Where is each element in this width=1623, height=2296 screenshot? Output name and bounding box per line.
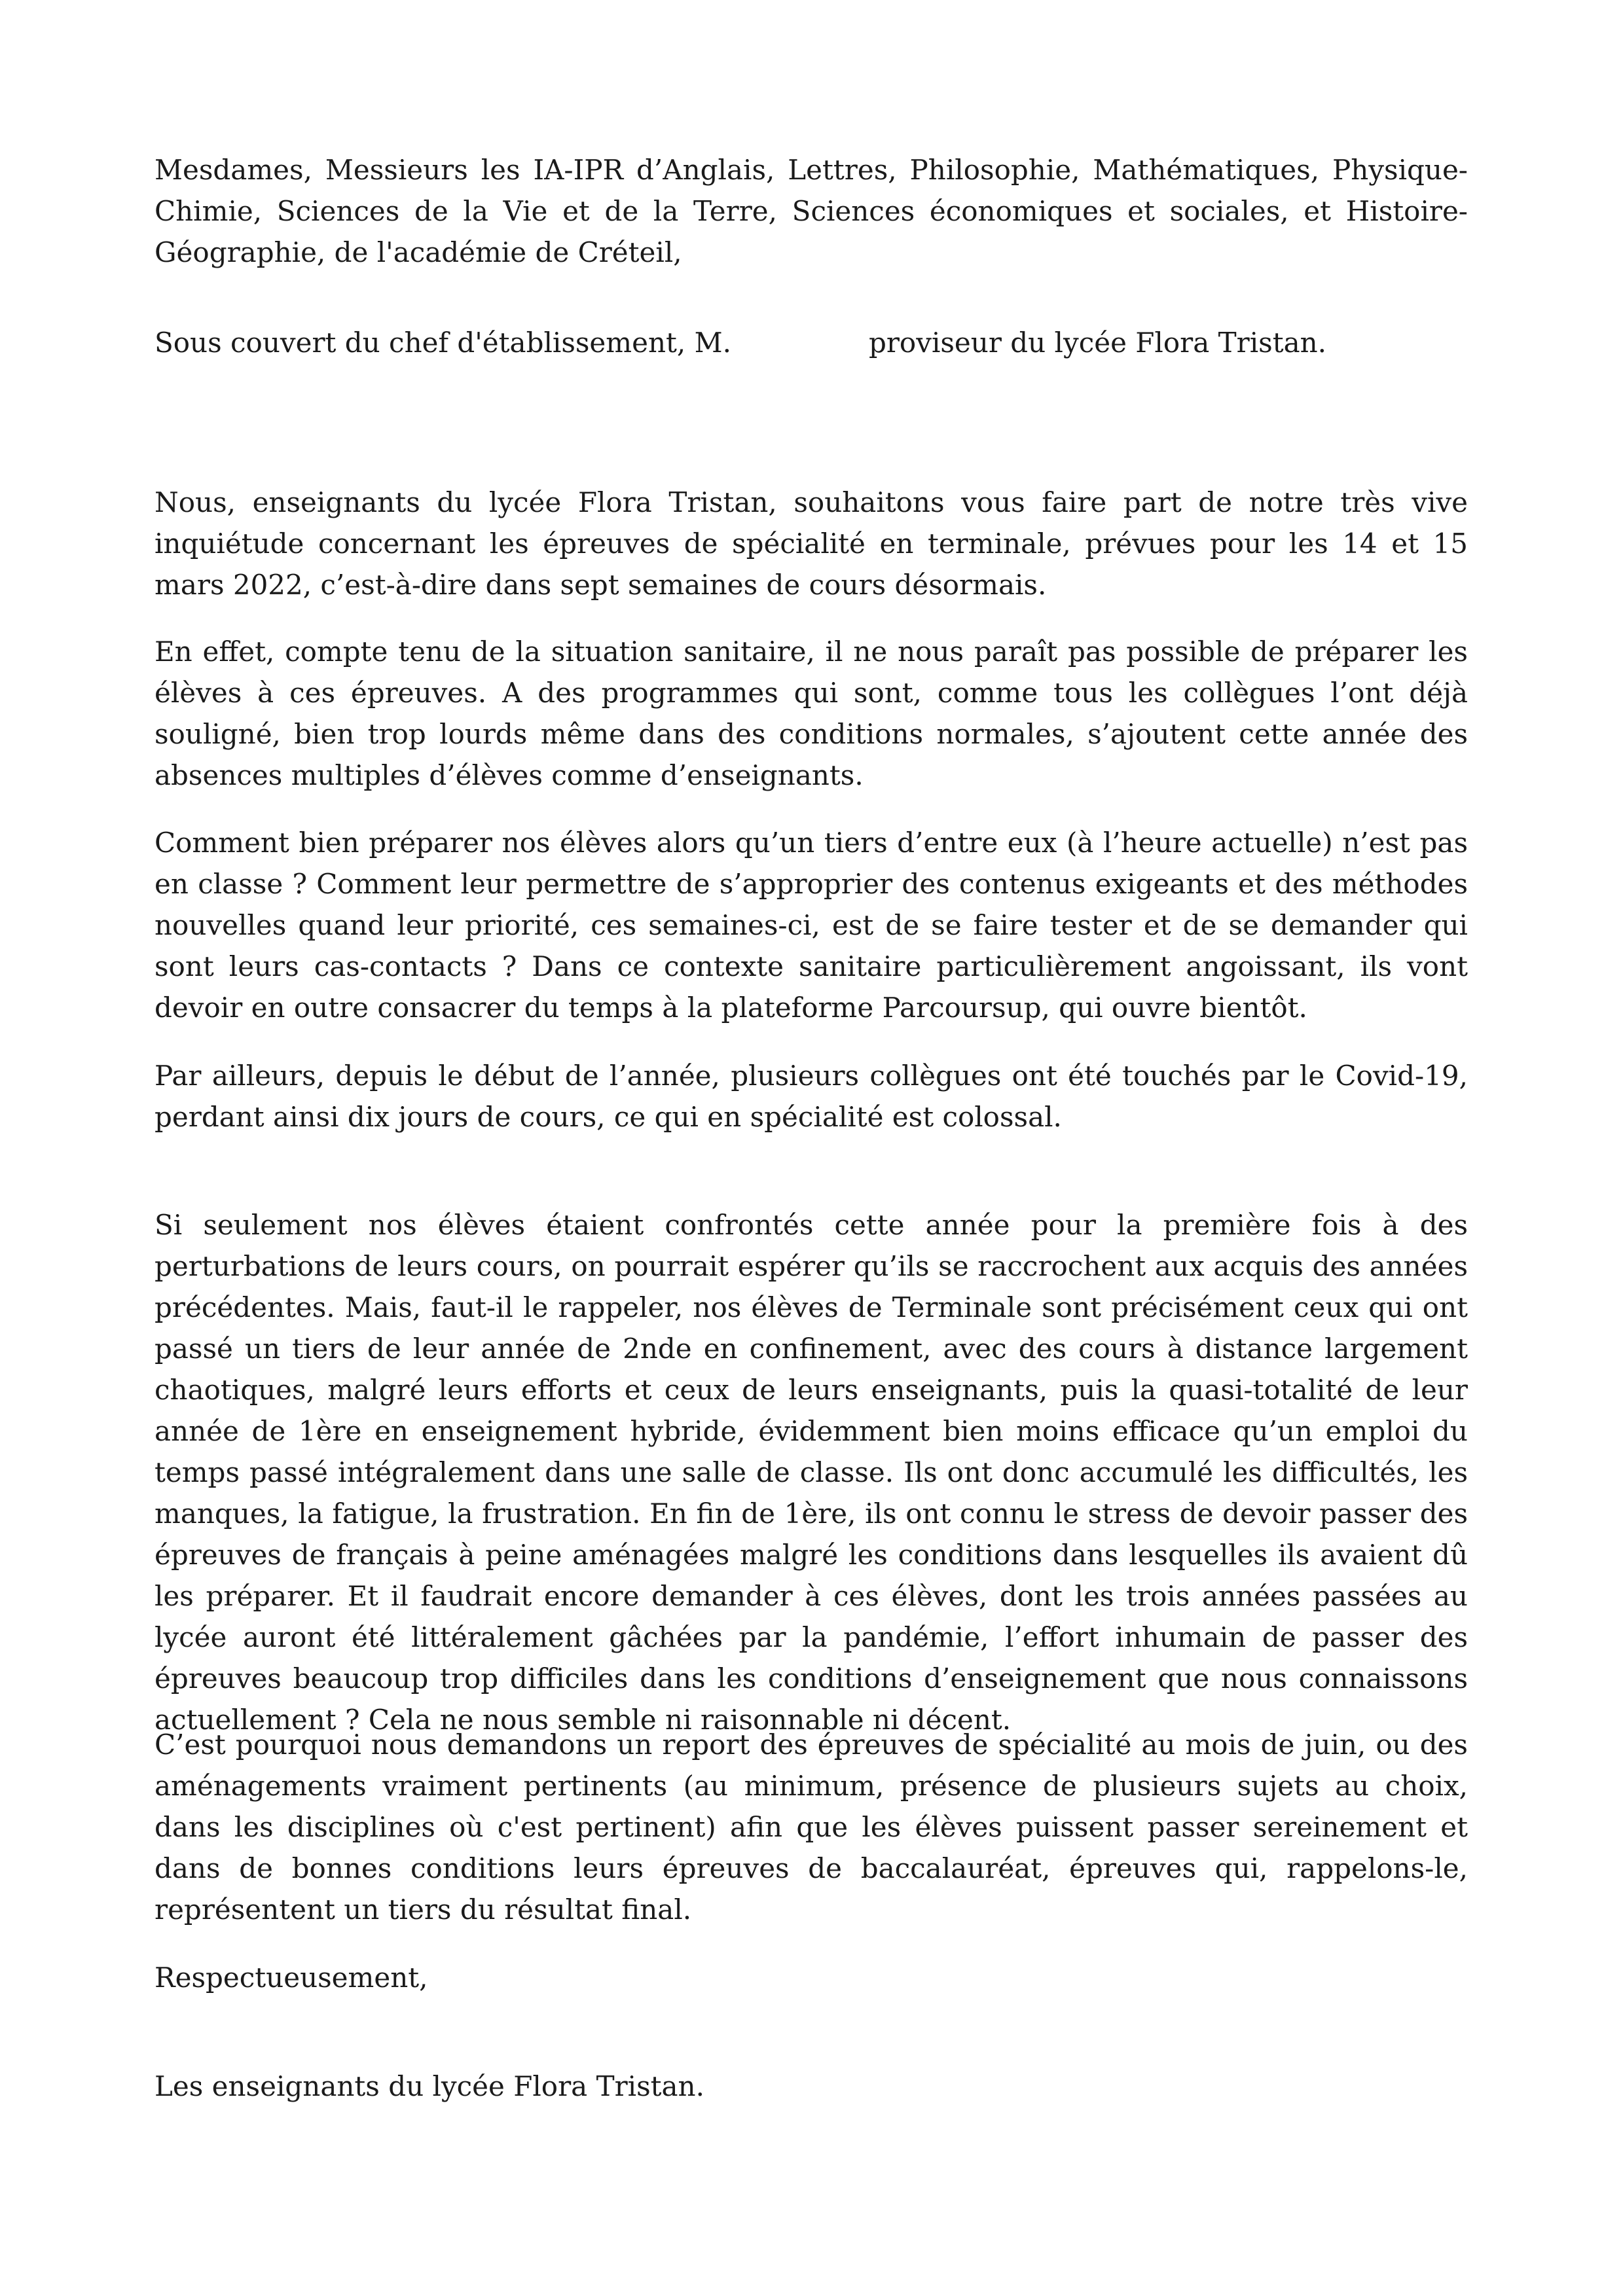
paragraph-history: Si seulement nos élèves étaient confrontés cette année pour la première fois à des perturbations de leurs cours, on pourrait espérer qu’ils se raccrochent aux acquis des années précédentes. Mais, faut-il le rappeler, nos élèves de Terminale sont précisément ceux qui ont passé un tiers de leur année de 2nde en confinement, avec des cours à distance largement chaotiques, malgré leurs efforts et ceux de leurs enseignants, puis la quasi-totalité de leur année de 1ère en enseignement hybride, évidemment bien moins efficace qu’un emploi du temps passé intégralement dans une salle de classe. Ils ont donc accumulé les difficultés, les manques, la fatigue, la frustration. En fin de 1ère, ils ont connu le stress de devoir passer des épreuves de français à peine aménagées malgré les conditions dans lesquelles ils avaient dû les préparer. Et il faudrait encore demander à ces élèves, dont les trois années passées au lycée auront été littéralement gâchées par la pandémie, l’effort inhumain de passer des épreuves beaucoup trop difficiles dans les conditions d’enseignement que nous connaissons actuellement ? Cela ne nous semble ni raisonnable ni décent.	[155, 1209, 1468, 1736]
cover-prefix: Sous couvert du chef d'établissement, M.	[155, 327, 731, 359]
paragraph-request: C’est pourquoi nous demandons un report des épreuves de spécialité au mois de juin, ou des aménagements vraiment pertinents (au minimum, présence de plusieurs sujets au choix, dans les disciplines où c'est pertinent) afin que les élèves puissent passer sereinement et dans de bonnes conditions leurs épreuves de baccalauréat, épreuves qui, rappelons-le, représentent un tiers du résultat final.	[155, 1729, 1468, 1926]
paragraph-concern: Nous, enseignants du lycée Flora Tristan, souhaitons vous faire part de notre très vive inquiétude concernant les épreuves de spécialité en terminale, prévues pour les 14 et 15 mars 2022, c’est-à-dire dans sept semaines de cours désormais.	[155, 486, 1468, 601]
paragraph-sanitary: En effet, compte tenu de la situation sanitaire, il ne nous paraît pas possible de préparer les élèves à ces épreuves. A des programmes qui sont, comme tous les collègues l’ont déjà souligné, bien trop lourds même dans des conditions normales, s’ajoutent cette année des absences multiples d’élèves comme d’enseignants.	[155, 636, 1468, 791]
paragraph-questions: Comment bien préparer nos élèves alors qu’un tiers d’entre eux (à l’heure actuelle) n’est pas en classe ? Comment leur permettre de s’approprier des contenus exigeants et des méthodes nouvelles quand leur priorité, ces semaines-ci, est de se faire tester et de se demander qui sont leurs cas-contacts ? Dans ce contexte sanitaire particulièrement angoissant, ils vont devoir en outre consacrer du temps à la plateforme Parcoursup, qui ouvre bientôt.	[155, 827, 1468, 1024]
signature: Les enseignants du lycée Flora Tristan.	[155, 2070, 704, 2102]
paragraph-covid-teachers: Par ailleurs, depuis le début de l’année, plusieurs collègues ont été touchés par le Covid-19, perdant ainsi dix jours de cours, ce qui en spécialité est colossal.	[155, 1060, 1468, 1133]
cover-suffix: proviseur du lycée Flora Tristan.	[868, 327, 1327, 359]
closing: Respectueusement,	[155, 1962, 428, 1994]
salutation: Mesdames, Messieurs les IA-IPR d’Anglais, Lettres, Philosophie, Mathématiques, Physique-Chimie, Sciences de la Vie et de la Terre, Sciences économiques et sociales, et Histoire-Géographie, de l'académie de Créteil,	[155, 154, 1468, 268]
cover-line	[155, 322, 1326, 363]
